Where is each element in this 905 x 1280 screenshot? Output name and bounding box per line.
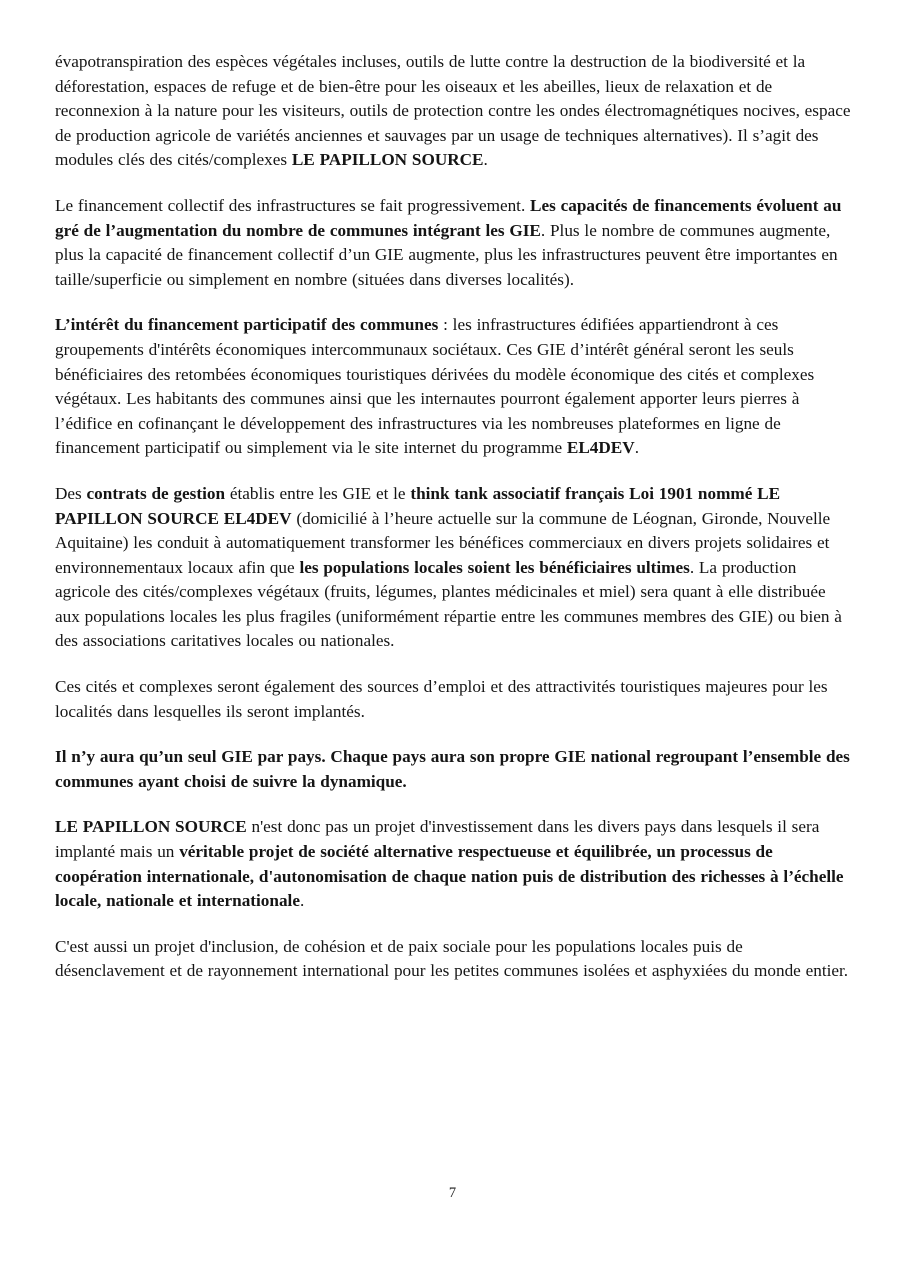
- text-segment: n'est donc pas un projet d'investissement dans les divers pays dans lesquels il sera implanté mais un: [55, 817, 820, 862]
- text-segment: établis entre les GIE et le: [225, 483, 411, 503]
- bold-text-segment: les populations locales soient les bénéficiaires ultimes: [299, 557, 690, 577]
- paragraph: [55, 675, 852, 724]
- text-segment: .: [634, 438, 639, 458]
- bold-text-segment: think tank associatif français Loi 1901 nommé LE PAPILLON SOURCE EL4DEV: [55, 483, 781, 528]
- bold-text-segment: véritable projet de société alternative respectueuse et équilibrée, un processus de coopération internationale, d'autonomisation de chaque nation puis de distribution des richesses à l’échelle locale, nationale et internationale: [55, 842, 844, 911]
- bold-text-segment: EL4DEV: [566, 438, 635, 458]
- text-segment: : les infrastructures édifiées appartiendront à ces groupements d'intérêts économiques intercommunaux sociétaux. Ces GIE d’intérêt général seront les seuls bénéficiaires des retombées économiques touristiques dérivées du modèle économique des cités et complexes végétaux. Les habitants des communes ainsi que les internautes pourront également apporter leurs pierres à l’édifice en cofinançant le développement des infrastructures via les nombreuses plateformes en ligne de financement participatif ou simplement via le site internet du programme: [55, 315, 815, 458]
- bold-text-segment: Il n’y aura qu’un seul GIE par pays. Chaque pays aura son propre GIE national regroupant l’ensemble des communes ayant choisi de suivre la dynamique.: [55, 747, 850, 791]
- text-segment: . La production agricole des cités/complexes végétaux (fruits, légumes, plantes médicinales et miel) sera quant à elle distribuée aux populations locales les plus fragiles (uniformément répartie entre les communes membres des GIE) ou bien à des associations caritatives locales ou nationales.: [55, 557, 842, 651]
- paragraph: [55, 482, 852, 654]
- bold-text-segment: L’intérêt du financement participatif des communes: [55, 315, 439, 335]
- text-segment: évapotranspiration des espèces végétales incluses, outils de lutte contre la destruction de la biodiversité et la déforestation, espaces de refuge et de bien-être pour les oiseaux et les abeilles, lieux de relaxation et de reconnexion à la nature pour les visiteurs, outils de protection contre les ondes électromagnétiques nocives, espace de production agricole de variétés anciennes et sauvages par un usage de techniques alternatives). Il s’agit des modules clés des cités/complexes: [55, 52, 851, 170]
- text-segment: Ces cités et complexes seront également des sources d’emploi et des attractivités touristiques majeures pour les localités dans lesquelles ils seront implantés.: [55, 677, 828, 721]
- text-segment: . Plus le nombre de communes augmente, plus la capacité de financement collectif d’un GIE augmente, plus les infrastructures peuvent être importantes en taille/superficie ou simplement en nombre (situées dans diverses localités).: [55, 220, 838, 289]
- paragraph: [55, 815, 852, 913]
- bold-text-segment: LE PAPILLON SOURCE: [291, 150, 484, 170]
- page-number: 7: [448, 1185, 457, 1201]
- paragraph: [55, 194, 852, 292]
- paragraph: [55, 745, 852, 794]
- bold-text-segment: LE PAPILLON SOURCE: [55, 817, 247, 837]
- text-segment: .: [299, 891, 305, 911]
- text-segment: .: [483, 150, 488, 170]
- text-segment: C'est aussi un projet d'inclusion, de cohésion et de paix sociale pour les populations locales puis de désenclavement et de rayonnement international pour les petites communes isolées et asphyxiées du monde entier.: [55, 936, 849, 981]
- bold-text-segment: Les capacités de financements évoluent au gré de l’augmentation du nombre de communes intégrant les GIE: [55, 195, 842, 240]
- paragraph: [55, 50, 852, 173]
- text-block: [55, 50, 852, 1005]
- paragraph: [55, 313, 852, 461]
- text-segment: Le financement collectif des infrastructures se fait progressivement.: [55, 195, 531, 215]
- paragraph: [55, 935, 852, 984]
- text-segment: (domicilié à l’heure actuelle sur la commune de Léognan, Gironde, Nouvelle Aquitaine) les conduit à automatiquement transformer les bénéfices commerciaux en divers projets solidaires et environnementaux locaux afin que: [55, 508, 831, 577]
- bold-text-segment: contrats de gestion: [86, 483, 226, 503]
- text-segment: Des: [55, 483, 87, 503]
